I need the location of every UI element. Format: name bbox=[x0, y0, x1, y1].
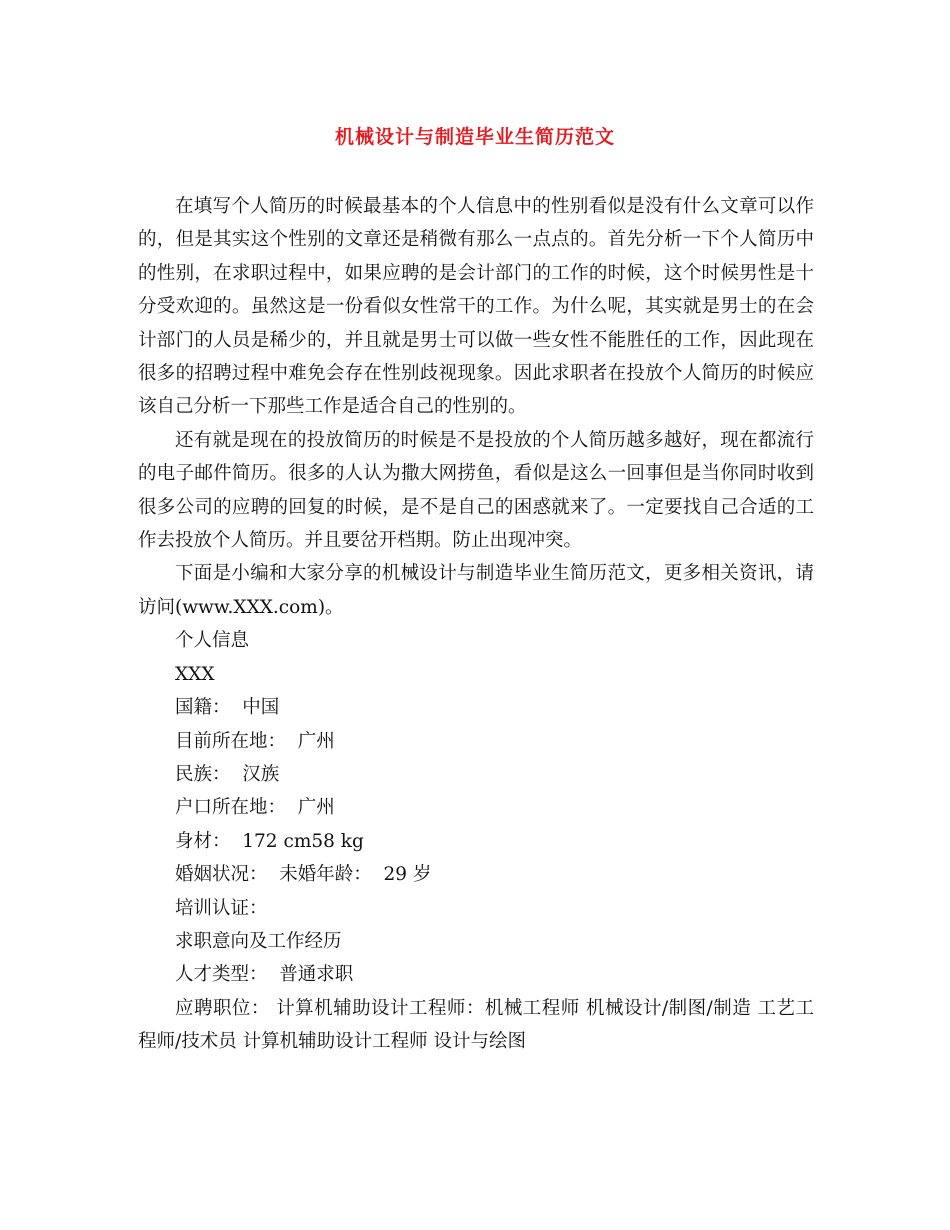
document-title: 机械设计与制造毕业生简历范文 bbox=[334, 126, 615, 148]
section-heading-job-intention: 求职意向及工作经历 bbox=[175, 930, 342, 952]
field-certification: 培训认证： bbox=[175, 897, 268, 919]
field-name: XXX bbox=[175, 663, 215, 685]
paragraph-intro: 下面是小编和大家分享的机械设计与制造毕业生简历范文，更多相关资讯，请访问(www.XXX.com)。 bbox=[138, 563, 814, 618]
field-marital-age: 婚姻状况： 未婚年龄： 29 岁 bbox=[175, 864, 432, 886]
document-body bbox=[138, 190, 814, 1059]
field-height-weight: 身材： 172 cm58 kg bbox=[175, 830, 364, 852]
field-talent-type: 人才类型： 普通求职 bbox=[175, 964, 354, 986]
field-nationality: 国籍： 中国 bbox=[175, 697, 280, 719]
field-household-registration: 户口所在地： 广州 bbox=[175, 797, 335, 819]
paragraph-gender: 在填写个人简历的时候最基本的个人信息中的性别看似是没有什么文章可以作的，但是其实这个性别的文章还是稍微有那么一点点的。首先分析一下个人简历中的性别，在求职过程中，如果应聘的是会计部门的工作的时候，这个时候男性是十分受欢迎的。虽然这是一份看似女性常干的工作。为什么呢，其实就是男士的在会计部门的人员是稀少的，并且就是男士可以做一些女性不能胜任的工作，因此现在很多的招聘过程中难免会存在性别歧视现象。因此求职者在投放个人简历的时候应该自己分析一下那些工作是适合自己的性别的。 bbox=[138, 196, 814, 418]
field-ethnicity: 民族： 汉族 bbox=[175, 763, 280, 785]
field-applied-positions: 应聘职位： 计算机辅助设计工程师：机械工程师 机械设计/制图/制造 工艺工程师/技术员 计算机辅助设计工程师 设计与绘图 bbox=[138, 997, 814, 1053]
field-current-location: 目前所在地： 广州 bbox=[175, 730, 335, 752]
section-heading-personal-info: 个人信息 bbox=[175, 630, 250, 652]
paragraph-email-resume: 还有就是现在的投放简历的时候是不是投放的个人简历越多越好，现在都流行的电子邮件简历。很多的人认为撒大网捞鱼，看似是这么一回事但是当你同时收到很多公司的应聘的回复的时候，是不是自己的困惑就来了。一定要找自己合适的工作去投放个人简历。并且要岔开档期。防止出现冲突。 bbox=[138, 429, 814, 552]
